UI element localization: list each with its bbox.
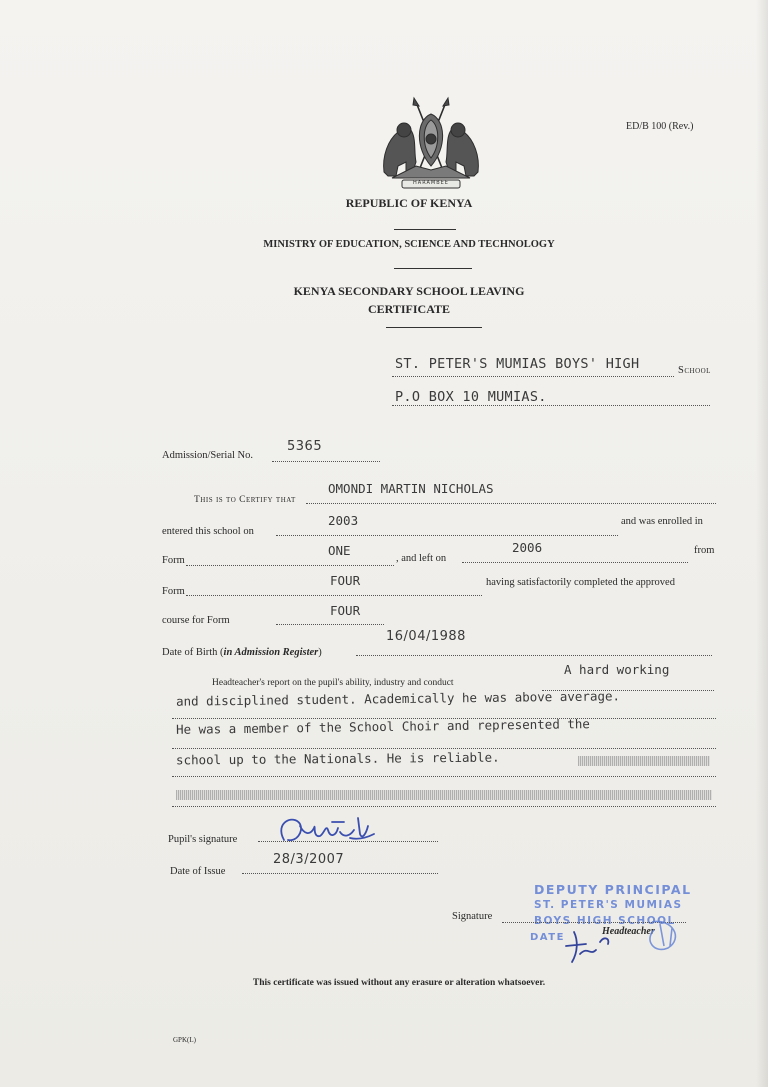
date-of-birth: 16/04/1988 xyxy=(386,629,466,644)
admission-number: 5365 xyxy=(287,439,323,454)
footer-note: This certificate was issued without any erasure or alteration whatsoever. xyxy=(252,978,546,988)
form-left: FOUR xyxy=(330,573,361,588)
headteacher-label: Headteacher xyxy=(602,926,655,937)
report-line-4: school up to the Nationals. He is reliable. xyxy=(175,749,500,768)
form-code: ED/B 100 (Rev.) xyxy=(626,121,694,132)
student-name: OMONDI MARTIN NICHOLAS xyxy=(328,481,494,496)
entered-label: entered this school on xyxy=(162,526,254,537)
certificate-title-line1: KENYA SECONDARY SCHOOL LEAVING xyxy=(293,284,525,298)
issue-date: 28/3/2007 xyxy=(273,852,345,867)
admission-label: Admission/Serial No. xyxy=(162,450,253,461)
ministry-heading: MINISTRY OF EDUCATION, SCIENCE AND TECHNOLOGY xyxy=(263,239,555,250)
pupil-signature-label: Pupil's signature xyxy=(168,834,238,845)
form-label-2: Form xyxy=(162,586,185,597)
left-label: , and left on xyxy=(396,553,447,564)
stamp-line-2: ST. PETER'S MUMIAS xyxy=(534,899,683,911)
entered-year: 2003 xyxy=(328,513,359,528)
school-suffix: School xyxy=(678,365,711,376)
course-label: course for Form xyxy=(162,615,230,626)
completed-label: having satisfactorily completed the approved xyxy=(486,577,675,588)
left-year: 2006 xyxy=(512,540,543,555)
report-line-2: and disciplined student. Academically he was above average. xyxy=(175,688,621,709)
pupil-signature-icon xyxy=(270,810,380,852)
crest-motto: HARAMBEE xyxy=(413,180,449,186)
strikeout-line xyxy=(176,790,712,800)
issue-label: Date of Issue xyxy=(170,866,226,877)
print-code: GPK(L) xyxy=(173,1036,196,1044)
report-label: Headteacher's report on the pupil's ability, industry and conduct xyxy=(212,678,454,688)
from-label: from xyxy=(694,545,715,556)
form-entered: ONE xyxy=(328,543,351,558)
certificate-title-line2: CERTIFICATE xyxy=(367,302,451,316)
headteacher-signature-icon xyxy=(560,912,690,970)
page-edge-shadow xyxy=(756,0,768,1087)
stamp-line-1: DEPUTY PRINCIPAL xyxy=(534,882,692,897)
stamp-line-3: BOYS HIGH SCHOOL xyxy=(534,915,676,927)
signature-label: Signature xyxy=(452,911,493,922)
enrolled-label: and was enrolled in xyxy=(621,516,703,527)
stamp-line-4: DATE xyxy=(530,932,565,943)
school-address: P.O BOX 10 MUMIAS. xyxy=(395,389,547,405)
school-name: ST. PETER'S MUMIAS BOYS' HIGH xyxy=(395,356,640,372)
republic-heading: REPUBLIC OF KENYA xyxy=(345,196,473,210)
form-label-1: Form xyxy=(162,555,185,566)
strikeout-filler xyxy=(578,756,710,766)
certify-label: This is to Certify that xyxy=(194,495,296,505)
dob-label: Date of Birth (in Admission Register) xyxy=(162,647,322,658)
kenya-coat-of-arms-icon xyxy=(372,96,490,192)
course-form: FOUR xyxy=(330,603,361,618)
report-line-1: A hard working xyxy=(564,662,670,677)
report-line-3: He was a member of the School Choir and represented the xyxy=(175,716,591,737)
